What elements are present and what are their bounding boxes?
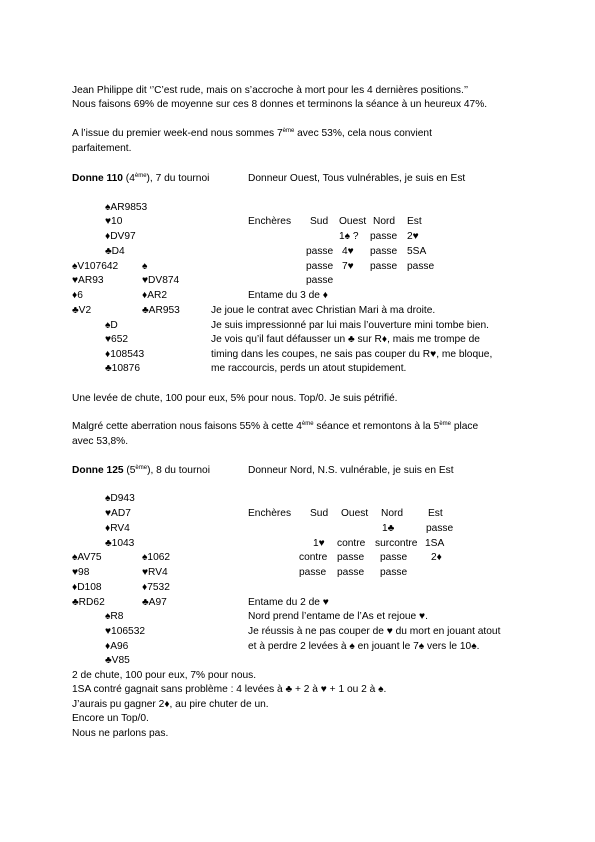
deal1-bid-cell: passe (306, 261, 334, 272)
deal1-bid-header-est: Est (407, 216, 422, 227)
deal1-comment: Je vois qu’il faut défausser un ♣ sur R♦, mais me trompe de (211, 334, 480, 345)
deal2-bid-cell: contre (299, 552, 328, 563)
deal2-bid-header-sud: Sud (310, 508, 329, 519)
deal1-comment: me raccourcis, perds un atout stupidement. (211, 363, 407, 374)
deal2-dealer-info: Donneur Nord, N.S. vulnérable, je suis en Est (248, 465, 454, 476)
deal2-after-line: Nous ne parlons pas. (72, 728, 169, 739)
deal1-bid-cell: 1♠ ? (339, 231, 359, 242)
deal1-dealer-info: Donneur Ouest, Tous vulnérables, je suis en Est (248, 173, 466, 184)
deal2-south-clubs: ♣V85 (105, 655, 130, 666)
deal2-lead: Entame du 2 de ♥ (248, 597, 329, 608)
deal1-bid-cell: 2♥ (407, 231, 419, 242)
deal1-east-hearts: ♥DV874 (142, 275, 180, 286)
deal2-east-diamonds: ♦7532 (142, 582, 170, 593)
deal2-after-line: 1SA contré gagnait sans problème : 4 levées à ♣ + 2 à ♥ + 1 ou 2 à ♠. (72, 684, 387, 695)
deal1-north-spades: ♠AR9853 (105, 202, 148, 213)
deal2-bid-cell: passe (380, 552, 408, 563)
deal1-result: Une levée de chute, 100 pour eux, 5% pour nous. Top/0. Je suis pétrifié. (72, 393, 398, 404)
deal1-west-diamonds: ♦6 (72, 290, 83, 301)
deal2-bid-header-nord: Nord (381, 508, 404, 519)
deal2-bid-cell: 1♣ (382, 523, 395, 534)
deal2-after-line: 2 de chute, 100 pour eux, 7% pour nous. (72, 670, 257, 681)
deal1-bid-cell: passe (306, 275, 334, 286)
deal1-south-diamonds: ♦108543 (105, 349, 145, 360)
deal2-south-hearts: ♥106532 (105, 626, 146, 637)
deal2-bid-cell: 1♥ (313, 538, 325, 549)
deal2-bid-cell: contre (337, 538, 366, 549)
deal2-bid-cell: passe (299, 567, 327, 578)
deal1-bid-cell: 5SA (407, 246, 427, 257)
deal1-south-hearts: ♥652 (105, 334, 129, 345)
mid-line-1: Malgré cette aberration nous faisons 55% à cette 4ème séance et remontons à la 5ème place (72, 421, 479, 432)
deal2-bid-cell: passe (380, 567, 408, 578)
deal2-comment: Nord prend l’entame de l’As et rejoue ♥. (248, 611, 428, 622)
deal1-comment: timing dans les coupes, ne sais pas couper du R♥, me bloque, (211, 349, 493, 360)
deal1-north-clubs: ♣D4 (105, 246, 125, 257)
deal1-bidding-label: Enchères (248, 216, 292, 227)
deal1-header: Donne 110 (4ème), 7 du tournoi (72, 173, 210, 184)
deal2-bidding-label: Enchères (248, 508, 292, 519)
deal1-south-clubs: ♣10876 (105, 363, 141, 374)
deal2-bid-header-ouest: Ouest (341, 508, 369, 519)
deal1-comment: Je suis impressionné par lui mais l’ouverture mini tombe bien. (211, 320, 490, 331)
intro-line-4: parfaitement. (72, 143, 132, 154)
deal1-east-diamonds: ♦AR2 (142, 290, 168, 301)
deal2-bid-cell: passe (337, 567, 365, 578)
deal1-south-spades: ♠D (105, 320, 118, 331)
deal2-comment: Je réussis à ne pas couper de ♥ du mort en jouant atout (248, 626, 501, 637)
deal2-north-hearts: ♥AD7 (105, 508, 131, 519)
deal1-bid-header-sud: Sud (310, 216, 329, 227)
deal1-bid-header-ouest: Ouest (339, 216, 367, 227)
deal2-comment: et à perdre 2 levées à ♠ en jouant le 7♠ vers le 10♠. (248, 641, 480, 652)
deal1-west-clubs: ♣V2 (72, 305, 92, 316)
deal2-south-spades: ♠R8 (105, 611, 124, 622)
deal1-bid-cell: 4♥ (342, 246, 354, 257)
deal1-comment: Je joue le contrat avec Christian Mari à ma droite. (211, 305, 436, 316)
deal1-east-spades: ♠ (142, 261, 148, 272)
deal2-west-diamonds: ♦D108 (72, 582, 102, 593)
deal1-north-diamonds: ♦DV97 (105, 231, 136, 242)
deal2-bid-header-est: Est (428, 508, 443, 519)
deal1-north-hearts: ♥10 (105, 216, 123, 227)
deal2-after-line: J’aurais pu gagner 2♦, au pire chuter de un. (72, 699, 269, 710)
deal1-bid-cell: passe (306, 246, 334, 257)
deal2-bid-cell: passe (426, 523, 454, 534)
deal1-west-spades: ♠V107642 (72, 261, 119, 272)
deal2-south-diamonds: ♦A96 (105, 641, 129, 652)
deal1-bid-cell: 7♥ (342, 261, 354, 272)
deal1-bid-cell: passe (370, 261, 398, 272)
deal1-west-hearts: ♥AR93 (72, 275, 104, 286)
deal2-east-spades: ♠1062 (142, 552, 171, 563)
intro-line-3: A l’issue du premier week-end nous sommes 7ème avec 53%, cela nous convient (72, 128, 432, 139)
mid-line-2: avec 53,8%. (72, 436, 129, 447)
deal2-east-clubs: ♣A97 (142, 597, 167, 608)
deal2-west-spades: ♠AV75 (72, 552, 102, 563)
deal1-bid-cell: passe (370, 246, 398, 257)
deal1-lead: Entame du 3 de ♦ (248, 290, 328, 301)
deal2-after-line: Encore un Top/0. (72, 713, 149, 724)
deal2-west-hearts: ♥98 (72, 567, 90, 578)
deal1-east-clubs: ♣AR953 (142, 305, 180, 316)
deal1-bid-cell: passe (370, 231, 398, 242)
intro-line-1: Jean Philippe dit ‘’C’est rude, mais on s’accroche à mort pour les 4 dernières positions.’’ (72, 85, 469, 96)
deal1-bid-header-nord: Nord (373, 216, 396, 227)
deal2-bid-cell: 1SA (425, 538, 445, 549)
deal2-north-spades: ♠D943 (105, 493, 135, 504)
intro-line-2: Nous faisons 69% de moyenne sur ces 8 donnes et terminons la séance à un heureux 47%. (72, 99, 488, 110)
deal2-bid-cell: 2♦ (431, 552, 442, 563)
deal2-north-diamonds: ♦RV4 (105, 523, 130, 534)
deal2-bid-cell: surcontre (375, 538, 418, 549)
deal2-north-clubs: ♣1043 (105, 538, 135, 549)
deal2-bid-cell: passe (337, 552, 365, 563)
deal2-west-clubs: ♣RD62 (72, 597, 105, 608)
deal2-east-hearts: ♥RV4 (142, 567, 168, 578)
deal1-bid-cell: passe (407, 261, 435, 272)
deal2-header: Donne 125 (5ème), 8 du tournoi (72, 465, 210, 476)
